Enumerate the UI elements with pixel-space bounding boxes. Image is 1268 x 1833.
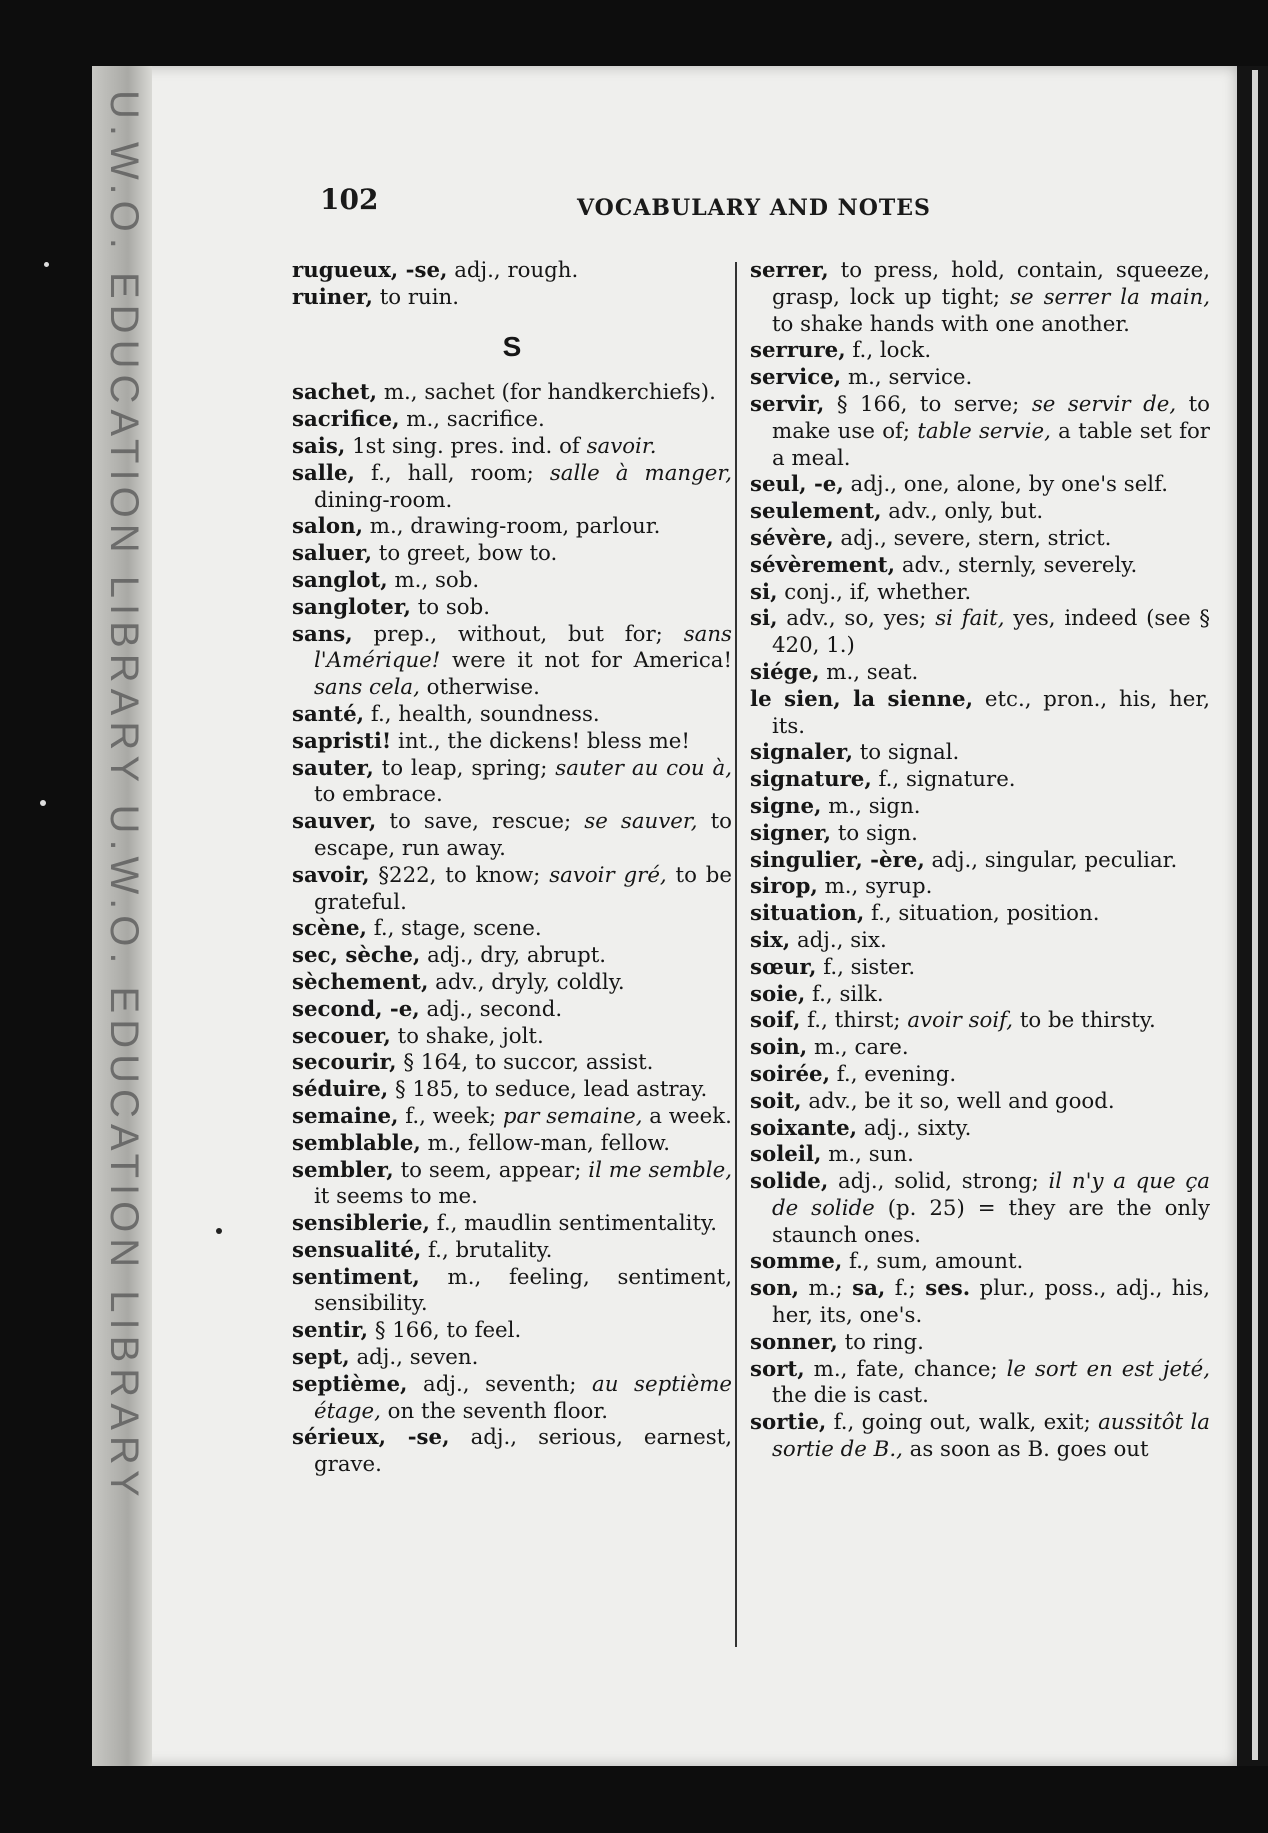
dictionary-entry	[292, 970, 732, 997]
entry-definition: f., health, soundness.	[364, 701, 600, 727]
entry-definition: §222, to know;	[369, 862, 550, 888]
entry-headword: serrure,	[750, 338, 846, 364]
entry-definition: 1st sing. pres. ind. of	[345, 433, 587, 459]
dictionary-entry	[750, 499, 1210, 526]
entry-definition: prep., without, but for;	[352, 621, 684, 647]
entry-definition: f., sister.	[816, 954, 916, 980]
dictionary-entry	[292, 997, 732, 1024]
entry-definition: § 164, to succor, assist.	[396, 1050, 654, 1076]
entry-headword: sentir,	[292, 1318, 369, 1344]
section-letter: S	[502, 330, 522, 362]
entry-example: avoir soif,	[907, 1008, 1014, 1034]
dictionary-entry	[750, 1357, 1210, 1411]
dictionary-entry	[750, 553, 1210, 580]
entry-example: au septième étage,	[314, 1371, 732, 1424]
entry-headword: septième,	[292, 1371, 408, 1397]
dictionary-entry	[292, 863, 732, 917]
entry-definition: m., care.	[807, 1035, 909, 1061]
entry-headword: soixante,	[750, 1115, 858, 1141]
entry-headword: salon,	[292, 514, 363, 540]
entry-definition: to press, hold, contain, squeeze, grasp, lock up tight;	[772, 258, 1210, 310]
dictionary-entry	[750, 767, 1210, 794]
entry-headword: secouer,	[292, 1023, 391, 1049]
entry-definition: a week.	[642, 1103, 732, 1129]
entry-definition: to save, rescue;	[376, 809, 585, 835]
entry-headword: singulier, -ère,	[750, 847, 925, 873]
entry-definition: adv., sternly, severely.	[895, 552, 1138, 578]
entry-headword: sais,	[292, 433, 346, 459]
entry-example: se servir de,	[1031, 391, 1177, 417]
entry-definition: yes, indeed (see § 420, 1.)	[772, 606, 1210, 659]
dictionary-entry	[750, 1276, 1210, 1330]
entry-definition: adj., seven.	[349, 1345, 479, 1371]
dictionary-entry	[750, 874, 1210, 901]
entry-definition: int., the dickens! bless me!	[391, 728, 690, 754]
dictionary-entry	[750, 955, 1210, 982]
dictionary-entry	[750, 821, 1210, 848]
dictionary-entry	[750, 1330, 1210, 1357]
entry-definition: f., sum, amount.	[842, 1249, 1024, 1275]
entry-headword: séduire,	[292, 1077, 389, 1103]
dictionary-entry	[750, 1035, 1210, 1062]
entry-definition: f., evening.	[830, 1061, 957, 1087]
entry-definition: adj., dry, abrupt.	[420, 943, 607, 969]
entry-headword: si,	[750, 579, 778, 605]
dictionary-entry	[292, 1158, 732, 1212]
dictionary-entry	[292, 1372, 732, 1426]
dictionary-entry	[750, 1142, 1210, 1169]
entry-definition: to embrace.	[314, 782, 443, 808]
entry-headword: sacrifice,	[292, 407, 400, 433]
entry-headword: salle,	[292, 460, 355, 486]
entry-definition: adj., sixty.	[857, 1115, 972, 1141]
dictionary-entry	[750, 365, 1210, 392]
dictionary-entry	[292, 1238, 732, 1265]
entry-headword: sensiblerie,	[292, 1211, 430, 1237]
entry-definition: it seems to me.	[314, 1184, 478, 1210]
entry-definition: to greet, bow to.	[372, 541, 558, 567]
entry-definition: f., silk.	[805, 981, 884, 1007]
entry-definition: f., thirst;	[800, 1008, 908, 1034]
entry-definition: to shake hands with one another.	[772, 311, 1130, 337]
entry-headword: six,	[750, 927, 791, 953]
dictionary-entry	[292, 702, 732, 729]
entry-headword: ruiner,	[292, 284, 373, 310]
entry-definition: to escape, run away.	[314, 809, 733, 861]
entry-definition: adv., only, but.	[881, 499, 1044, 525]
dictionary-entry	[750, 1249, 1210, 1276]
entry-headword: seul, -e,	[750, 472, 844, 498]
right-entries	[750, 258, 1210, 1464]
entry-definition: to make use of;	[772, 391, 1210, 444]
dictionary-entry	[292, 1104, 732, 1131]
dictionary-entry	[750, 1169, 1210, 1249]
entry-definition: adj., second.	[419, 996, 563, 1022]
entry-headword: sa,	[852, 1276, 886, 1302]
dictionary-entry	[292, 568, 732, 595]
entry-headword: seulement,	[750, 499, 882, 525]
entry-definition: adj., serious, earnest, grave.	[314, 1425, 732, 1478]
dictionary-entry	[292, 434, 732, 461]
entry-headword: semblable,	[292, 1130, 421, 1156]
entry-headword: signe,	[750, 793, 822, 819]
entry-headword: sortie,	[750, 1410, 827, 1436]
entry-definition: f., lock.	[845, 338, 932, 364]
entry-definition: to ring.	[837, 1329, 924, 1355]
entry-definition: (p. 25) = they are the only staunch ones.	[772, 1195, 1210, 1248]
dictionary-entry	[750, 580, 1210, 607]
entry-headword: sévèrement,	[750, 552, 896, 578]
left-column	[292, 258, 732, 1479]
entry-headword: sentiment,	[292, 1264, 420, 1290]
entry-definition: a table set for a meal.	[772, 418, 1210, 471]
dictionary-entry	[292, 258, 732, 285]
entry-headword: siége,	[750, 659, 820, 685]
entry-definition: m., drawing-room, parlour.	[362, 514, 661, 540]
dictionary-entry	[750, 848, 1210, 875]
dictionary-entry	[292, 916, 732, 943]
entry-example: le sort en est jeté,	[1006, 1356, 1210, 1382]
entry-definition: m., fellow-man, fellow.	[420, 1130, 670, 1156]
library-stamp: U.W.O. EDUCATION LIBRARY U.W.O. EDUCATION LIBRARY	[102, 90, 146, 1503]
dictionary-entry	[292, 1425, 732, 1479]
entry-definition: to be thirsty.	[1013, 1008, 1156, 1034]
entry-example: savoir.	[586, 433, 657, 459]
dust-speck	[44, 262, 49, 267]
entry-definition: adj., severe, stern, strict.	[833, 525, 1112, 551]
entry-definition: on the seventh floor.	[380, 1398, 608, 1424]
entry-definition: § 166, to serve;	[824, 391, 1032, 417]
dictionary-entry	[750, 1410, 1210, 1464]
dictionary-entry	[292, 1211, 732, 1238]
dictionary-entry	[292, 1024, 732, 1051]
dictionary-entry	[750, 982, 1210, 1009]
dictionary-entry	[292, 541, 732, 568]
dictionary-entry	[750, 660, 1210, 687]
entry-headword: sensualité,	[292, 1237, 422, 1263]
entry-definition: m., syrup.	[817, 874, 933, 900]
entry-definition: f., hall, room;	[354, 460, 550, 486]
entry-headword: santé,	[292, 701, 365, 727]
dictionary-entry	[292, 461, 732, 515]
entry-definition: were it not for America!	[440, 648, 732, 674]
dictionary-entry	[292, 622, 732, 702]
entry-headword: saluer,	[292, 541, 372, 567]
dictionary-entry	[750, 901, 1210, 928]
entry-headword: serrer,	[750, 258, 829, 283]
entry-headword: situation,	[750, 901, 865, 927]
dictionary-entry	[750, 1116, 1210, 1143]
dictionary-entry	[292, 1265, 732, 1319]
entry-definition: § 166, to feel.	[368, 1318, 522, 1344]
dictionary-entry	[750, 338, 1210, 365]
dictionary-entry	[750, 1062, 1210, 1089]
entry-example: aussitôt la sortie de B.,	[772, 1410, 1210, 1463]
entry-headword: sept,	[292, 1345, 350, 1371]
entry-definition: f., situation, position.	[864, 901, 1100, 927]
column-divider	[735, 262, 737, 1647]
dictionary-entry	[292, 729, 732, 756]
entry-example: par semaine,	[502, 1103, 643, 1129]
entry-headword: signer,	[750, 820, 832, 846]
dictionary-entry	[750, 606, 1210, 660]
left-main-entries	[292, 380, 732, 1479]
entry-definition: m., sachet (for handkerchiefs).	[377, 380, 716, 406]
entry-headword: sec, sèche,	[292, 943, 421, 969]
entry-definition: m., sob.	[387, 567, 480, 593]
entry-definition: to ruin.	[372, 284, 460, 310]
dictionary-entry	[292, 407, 732, 434]
entry-headword: sérieux, -se,	[292, 1425, 450, 1451]
entry-definition: as soon as B. goes out	[902, 1437, 1149, 1463]
entry-headword: soie,	[750, 981, 806, 1007]
entry-definition: f., signature.	[871, 767, 1016, 793]
entry-example: savoir gré,	[549, 862, 667, 888]
dictionary-entry	[292, 1050, 732, 1077]
entry-headword: sapristi!	[292, 728, 392, 754]
dictionary-entry	[292, 1077, 732, 1104]
entry-headword: sans,	[292, 621, 353, 647]
entry-headword: sachet,	[292, 380, 378, 406]
left-top-entries	[292, 258, 732, 312]
entry-definition: m., sacrifice.	[399, 407, 545, 433]
entry-example: si fait,	[935, 606, 1005, 632]
entry-definition: § 185, to seduce, lead astray.	[388, 1077, 708, 1103]
page-header	[320, 183, 960, 223]
entry-headword: soleil,	[750, 1142, 822, 1168]
entry-example: il me semble,	[588, 1157, 732, 1183]
entry-definition: dining-room.	[314, 487, 453, 513]
entry-definition: adv., dryly, coldly.	[428, 969, 625, 995]
entry-definition: m.;	[799, 1276, 853, 1302]
entry-example: sans l'Amérique!	[314, 621, 732, 674]
dictionary-entry	[750, 392, 1210, 472]
entry-definition: m., fate, chance;	[804, 1356, 1007, 1382]
dictionary-entry	[292, 1318, 732, 1345]
entry-definition: m., feeling, sentiment, sensibility.	[314, 1264, 732, 1317]
entry-headword: rugueux, -se,	[292, 258, 448, 283]
entry-definition: m., sign.	[821, 793, 921, 819]
dictionary-entry	[292, 809, 732, 863]
entry-headword: sembler,	[292, 1157, 394, 1183]
entry-definition: to sob.	[410, 594, 491, 620]
entry-headword: scène,	[292, 916, 367, 942]
dictionary-entry	[750, 526, 1210, 553]
entry-headword: somme,	[750, 1249, 843, 1275]
right-column	[750, 258, 1210, 1464]
entry-headword: second, -e,	[292, 996, 420, 1022]
entry-headword: sauver,	[292, 809, 377, 835]
entry-headword: signaler,	[750, 740, 853, 766]
entry-example: table servie,	[917, 418, 1051, 444]
dictionary-entry	[292, 285, 732, 312]
entry-headword: ses.	[925, 1276, 971, 1302]
entry-definition: to signal.	[852, 740, 960, 766]
entry-definition: f.;	[885, 1276, 926, 1302]
entry-headword: secourir,	[292, 1050, 397, 1076]
dictionary-entry	[750, 928, 1210, 955]
entry-headword: sangloter,	[292, 594, 411, 620]
entry-headword: servir,	[750, 391, 825, 417]
dictionary-entry	[292, 1131, 732, 1158]
entry-definition: adj., six.	[790, 927, 887, 953]
entry-example: sauter au cou à,	[555, 755, 732, 781]
entry-headword: semaine,	[292, 1103, 399, 1129]
entry-definition: f., week;	[398, 1103, 503, 1129]
entry-headword: soin,	[750, 1035, 808, 1061]
entry-headword: sort,	[750, 1356, 805, 1382]
next-page-edge	[1252, 70, 1258, 1760]
entry-definition: adj., solid, strong;	[828, 1169, 1049, 1195]
dictionary-entry	[750, 472, 1210, 499]
dictionary-entry	[750, 794, 1210, 821]
dictionary-entry	[292, 514, 732, 541]
entry-example: se sauver,	[584, 809, 698, 835]
entry-definition: to seem, appear;	[393, 1157, 589, 1183]
entry-definition: to sign.	[831, 820, 918, 846]
entry-example: il n'y a que ça de solide	[772, 1169, 1210, 1221]
dust-speck	[40, 800, 46, 806]
entry-headword: si,	[750, 606, 778, 632]
entry-headword: sanglot,	[292, 567, 388, 593]
entry-definition: m., service.	[841, 365, 973, 391]
entry-definition: adj., one, alone, by one's self.	[843, 472, 1168, 498]
dictionary-entry	[750, 740, 1210, 767]
entry-definition: plur., poss., adj., his, her, its, one's.	[772, 1276, 1211, 1329]
dictionary-entry	[750, 258, 1210, 338]
running-head: VOCABULARY AND NOTES	[577, 195, 931, 221]
entry-headword: service,	[750, 365, 842, 391]
entry-definition: to be grateful.	[314, 862, 732, 915]
entry-headword: savoir,	[292, 862, 370, 888]
dictionary-entry	[292, 756, 732, 810]
entry-definition: m., sun.	[821, 1142, 914, 1168]
dictionary-entry	[292, 943, 732, 970]
dictionary-entry	[292, 595, 732, 622]
entry-headword: sauter,	[292, 755, 374, 781]
entry-headword: le sien, la sienne,	[750, 686, 974, 712]
entry-definition: the die is cast.	[772, 1383, 929, 1409]
entry-definition: f., stage, scene.	[366, 916, 542, 942]
dictionary-entry	[750, 1008, 1210, 1035]
entry-headword: son,	[750, 1276, 800, 1302]
entry-definition: f., going out, walk, exit;	[826, 1410, 1099, 1436]
entry-definition: adj., rough.	[447, 258, 579, 283]
entry-definition: adv., so, yes;	[777, 606, 936, 632]
entry-headword: sèchement,	[292, 969, 429, 995]
entry-example: sans cela,	[314, 675, 420, 701]
entry-headword: sœur,	[750, 954, 817, 980]
entry-definition: f., brutality.	[421, 1237, 553, 1263]
entry-definition: to leap, spring;	[373, 755, 556, 781]
entry-example: salle à manger,	[549, 460, 732, 486]
entry-definition: adv., be it so, well and good.	[801, 1088, 1115, 1114]
entry-headword: sévère,	[750, 525, 834, 551]
page-number: 102	[320, 183, 379, 216]
entry-headword: sonner,	[750, 1329, 838, 1355]
entry-headword: soirée,	[750, 1061, 831, 1087]
entry-headword: soif,	[750, 1008, 801, 1034]
dictionary-entry	[750, 687, 1210, 741]
entry-example: se serrer la main,	[1010, 284, 1210, 310]
entry-definition: f., maudlin sentimentality.	[429, 1211, 718, 1237]
entry-definition: etc., pron., his, her, its.	[772, 686, 1210, 739]
entry-definition: adj., singular, peculiar.	[924, 847, 1178, 873]
entry-definition: conj., if, whether.	[777, 579, 972, 605]
dictionary-entry	[292, 1345, 732, 1372]
dictionary-entry	[750, 1089, 1210, 1116]
entry-definition: adj., seventh;	[407, 1371, 593, 1397]
entry-headword: signature,	[750, 767, 872, 793]
entry-definition: otherwise.	[419, 675, 540, 701]
entry-headword: solide,	[750, 1169, 829, 1195]
entry-headword: sirop,	[750, 874, 818, 900]
entry-definition: m., seat.	[819, 659, 919, 685]
entry-headword: soit,	[750, 1088, 802, 1114]
dust-speck	[216, 1228, 222, 1234]
entry-definition: to shake, jolt.	[390, 1023, 544, 1049]
dictionary-entry	[292, 380, 732, 407]
